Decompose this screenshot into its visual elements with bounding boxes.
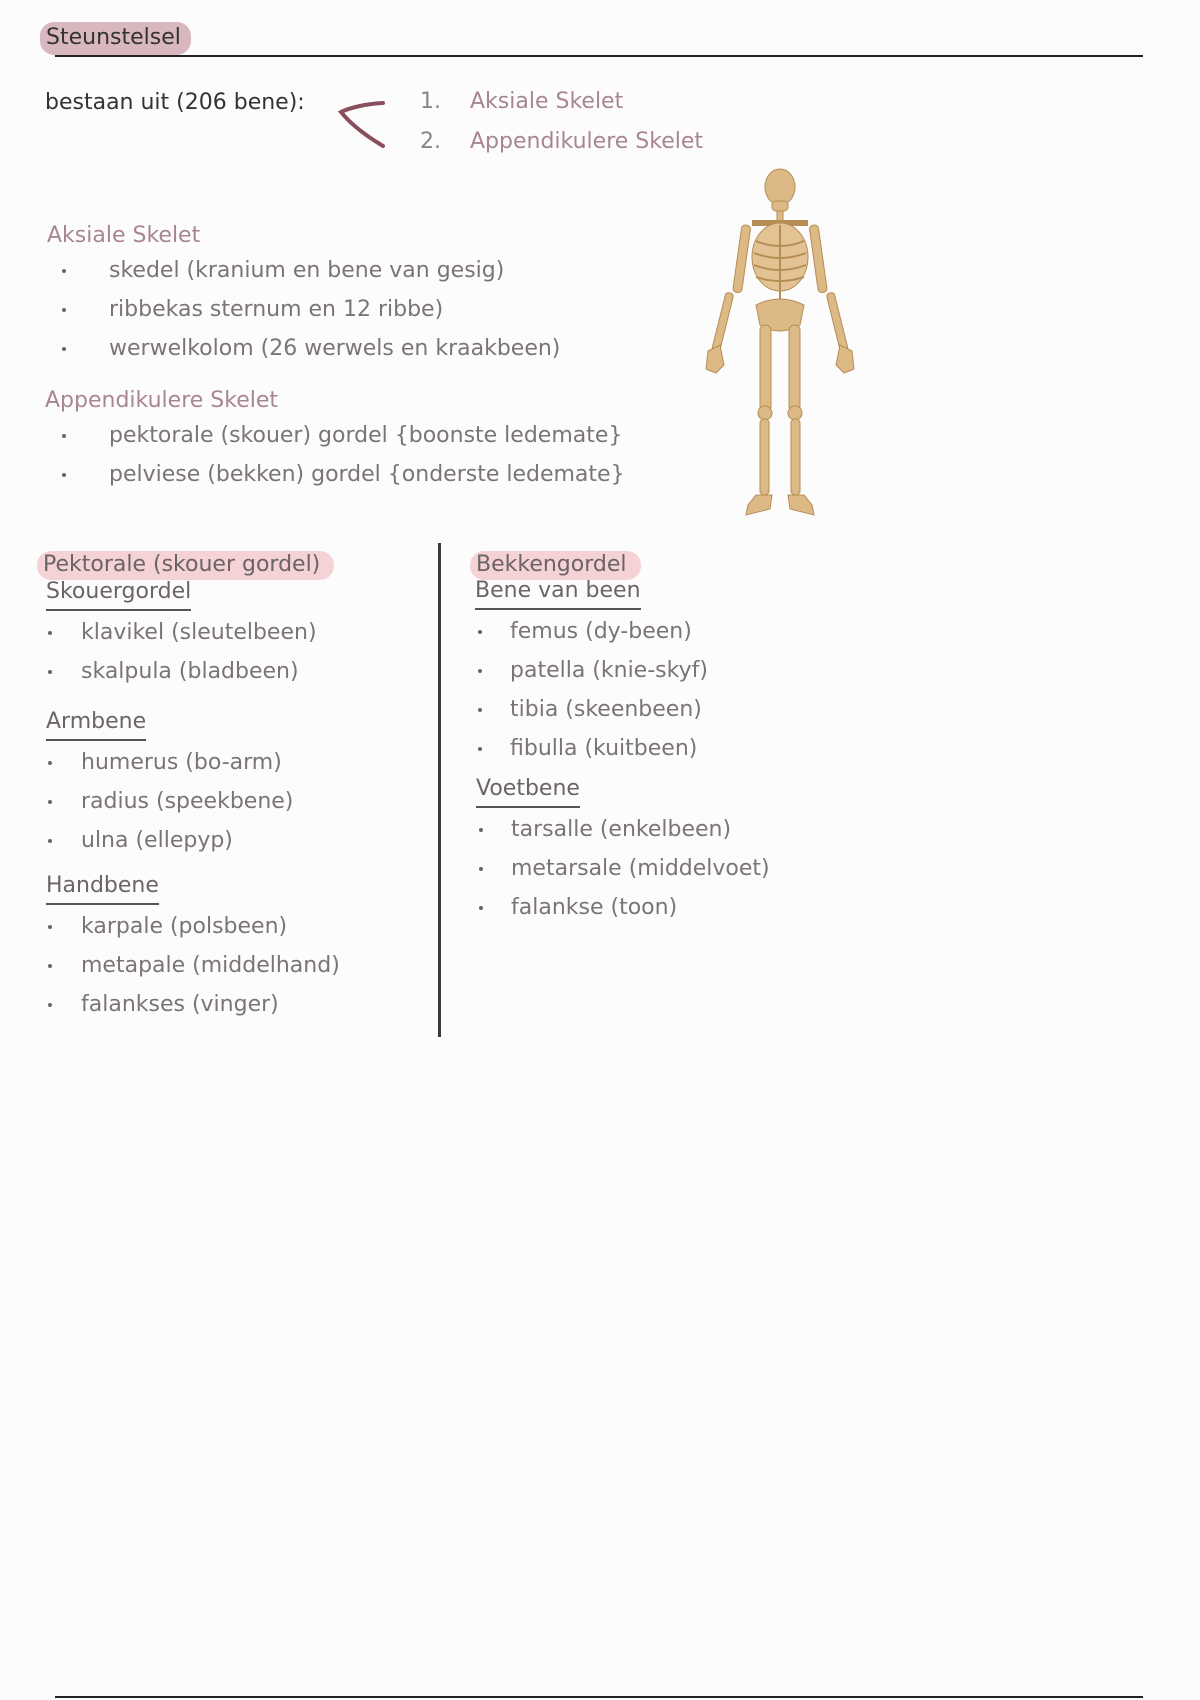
group-heading: Armbene <box>46 708 146 741</box>
list-item <box>62 455 625 494</box>
group-list <box>46 743 293 860</box>
pelvic-heading-wrap <box>470 552 641 578</box>
list-item <box>46 821 293 860</box>
pelvic-heading: Bekkengordel <box>470 551 641 580</box>
parts-item <box>420 82 703 122</box>
list-item <box>46 985 340 1024</box>
appendicular-list <box>62 416 625 494</box>
pelvic-group-leg <box>475 577 708 768</box>
list-item-text: karpale (polsbeen) <box>81 914 288 939</box>
list-item-text: metapale (middelhand) <box>81 953 340 978</box>
list-item-text: fibulla (kuitbeen) <box>510 736 698 761</box>
list-item <box>46 652 317 691</box>
intro-text: bestaan uit (206 bene): <box>45 90 305 115</box>
parts-item-number: 1. <box>420 89 441 114</box>
list-item-text: falankse (toon) <box>511 895 678 920</box>
top-divider <box>55 55 1143 57</box>
pectoral-group-shoulder <box>46 578 317 691</box>
bullet-icon <box>48 964 52 968</box>
list-item <box>475 651 708 690</box>
parts-item <box>420 122 703 162</box>
list-item <box>476 888 770 927</box>
group-list <box>475 612 708 768</box>
parts-item-number: 2. <box>420 129 441 154</box>
bullet-icon <box>62 347 66 351</box>
bullet-icon <box>479 828 483 832</box>
axial-section <box>47 221 560 368</box>
bullet-icon <box>48 1003 52 1007</box>
list-item-text: femus (dy-been) <box>510 619 692 644</box>
list-item-text: falankses (vinger) <box>81 992 279 1017</box>
bottom-divider <box>55 1696 1143 1698</box>
bullet-icon <box>48 670 52 674</box>
bullet-icon <box>479 906 483 910</box>
bullet-icon <box>478 630 482 634</box>
parts-item-label: Appendikulere Skelet <box>470 129 704 154</box>
skeleton-illustration <box>690 165 870 525</box>
bullet-icon <box>62 473 66 477</box>
bullet-icon <box>62 308 66 312</box>
list-item-text: werwelkolom (26 werwels en kraakbeen) <box>109 336 561 361</box>
group-heading: Bene van been <box>475 577 641 610</box>
axial-list <box>62 251 560 368</box>
list-item-text: tarsalle (enkelbeen) <box>511 817 732 842</box>
pectoral-group-arm <box>46 708 293 860</box>
group-heading: Voetbene <box>476 775 580 808</box>
bullet-icon <box>478 669 482 673</box>
list-item <box>476 810 770 849</box>
bullet-icon <box>479 867 483 871</box>
group-list <box>46 613 317 691</box>
appendicular-heading: Appendikulere Skelet <box>45 388 279 413</box>
appendicular-section <box>45 386 625 494</box>
list-item <box>475 729 708 768</box>
page-title: Steunstelsel <box>40 22 191 55</box>
group-heading: Handbene <box>46 872 159 905</box>
pectoral-group-hand <box>46 872 340 1024</box>
parts-item-label: Aksiale Skelet <box>470 89 624 114</box>
bullet-icon <box>48 631 52 635</box>
list-item-text: pelviese (bekken) gordel {onderste ledemate} <box>109 462 625 487</box>
list-item-text: skedel (kranium en bene van gesig) <box>109 258 505 283</box>
list-item <box>46 613 317 652</box>
list-item-text: tibia (skeenbeen) <box>510 697 702 722</box>
group-heading: Skouergordel <box>46 578 191 611</box>
parts-list <box>420 82 703 162</box>
group-list <box>46 907 340 1024</box>
bullet-icon <box>48 800 52 804</box>
list-item-text: ulna (ellepyp) <box>81 828 233 853</box>
list-item <box>475 690 708 729</box>
list-item <box>46 782 293 821</box>
list-item-text: radius (speekbene) <box>81 789 294 814</box>
list-item-text: humerus (bo-arm) <box>81 750 282 775</box>
bullet-icon <box>48 925 52 929</box>
list-item <box>46 946 340 985</box>
bracket-icon <box>335 98 385 153</box>
pectoral-heading-wrap <box>37 552 334 578</box>
list-item <box>62 251 560 290</box>
bullet-icon <box>48 761 52 765</box>
list-item <box>62 290 560 329</box>
list-item-text: klavikel (sleutelbeen) <box>81 620 317 645</box>
list-item <box>476 849 770 888</box>
bullet-icon <box>48 839 52 843</box>
axial-heading: Aksiale Skelet <box>47 223 201 248</box>
bullet-icon <box>478 708 482 712</box>
list-item-text: patella (knie-skyf) <box>510 658 708 683</box>
list-item-text: pektorale (skouer) gordel {boonste ledemate} <box>109 423 623 448</box>
list-item <box>62 416 625 455</box>
list-item <box>46 907 340 946</box>
pectoral-heading: Pektorale (skouer gordel) <box>37 551 334 580</box>
bullet-icon <box>478 747 482 751</box>
list-item-text: skalpula (bladbeen) <box>81 659 299 684</box>
column-divider <box>438 543 441 1037</box>
list-item-text: ribbekas sternum en 12 ribbe) <box>109 297 444 322</box>
list-item-text: metarsale (middelvoet) <box>511 856 770 881</box>
bullet-icon <box>62 269 66 273</box>
list-item <box>46 743 293 782</box>
list-item <box>475 612 708 651</box>
list-item <box>62 329 560 368</box>
group-list <box>476 810 770 927</box>
bullet-icon <box>62 434 66 438</box>
pelvic-group-foot <box>476 775 770 927</box>
